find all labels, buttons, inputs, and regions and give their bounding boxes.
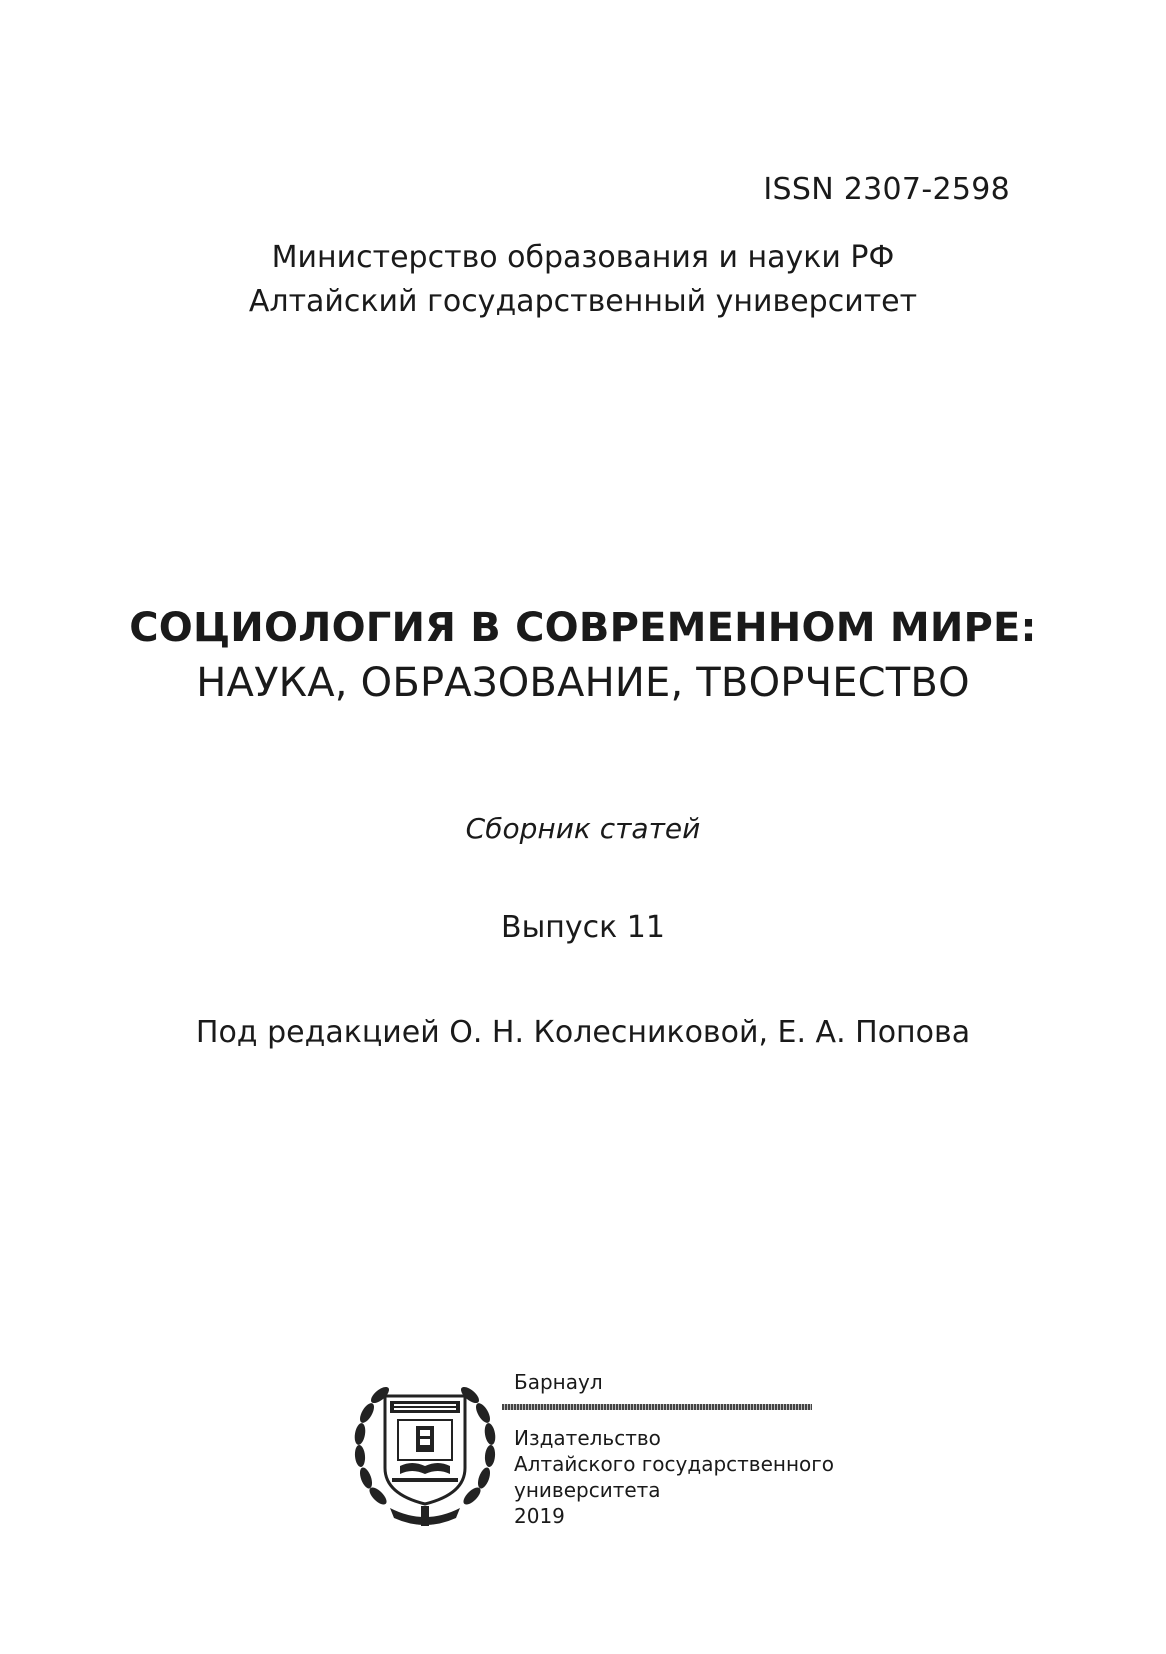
publisher-line-3: университета bbox=[514, 1478, 661, 1502]
editors: Под редакцией О. Н. Колесниковой, Е. А. Попова bbox=[195, 1015, 971, 1050]
organization-block bbox=[0, 236, 1166, 324]
book-title: СОЦИОЛОГИЯ В СОВРЕМЕННОМ МИРЕ: bbox=[129, 605, 1037, 651]
publication-year: 2019 bbox=[514, 1504, 565, 1528]
university-name: Алтайский государственный университет bbox=[248, 284, 918, 319]
university-emblem-icon bbox=[350, 1368, 500, 1528]
ministry-name: Министерство образования и науки РФ bbox=[271, 240, 895, 275]
publisher-line-1: Издательство bbox=[514, 1426, 661, 1450]
publisher-city: Барнаул bbox=[514, 1370, 603, 1394]
publication-kind: Сборник статей bbox=[465, 812, 701, 845]
book-subtitle: НАУКА, ОБРАЗОВАНИЕ, ТВОРЧЕСТВО bbox=[196, 660, 970, 706]
publisher-info bbox=[514, 1425, 834, 1529]
divider bbox=[502, 1404, 812, 1410]
issn: ISSN 2307-2598 bbox=[763, 172, 1010, 207]
publisher-line-2: Алтайского государственного bbox=[514, 1452, 835, 1476]
issue-number: Выпуск 11 bbox=[501, 910, 665, 945]
